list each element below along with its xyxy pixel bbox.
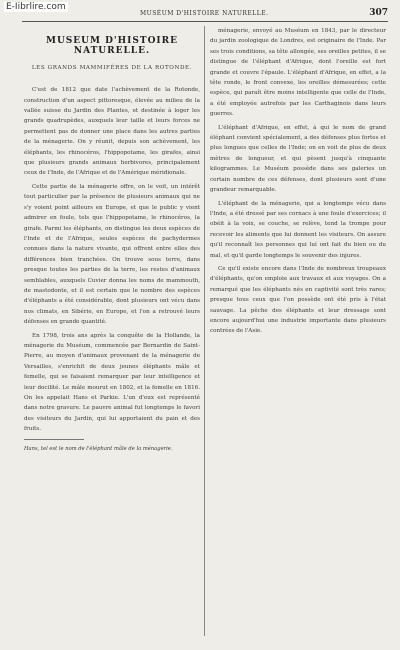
paragraph: ménagerie, envoyé au Muséum en 1843, par le directeur du jardin zoologique de Londres, est originaire de l'Inde. Par ses trois conditions, sa tête allongée, ses oreilles petites, il se distingue de l'éléphant d'Afrique, dont l'oreille est fort grande et couvre l'épaule. L'éléphant d'Afrique, en effet, a la tête ronde, le front convexe, les oreilles démesurées; cette espèce, qui paraît être moins intelligente que celle de l'Inde, a été employée autrefois par les Carthaginois dans leurs guerres. bbox=[210, 28, 386, 118]
footnote-rule bbox=[24, 439, 84, 440]
paragraph: Ce qu'il existe encore dans l'Inde de nombreux troupeaux d'éléphants, qu'on emploie aux travaux et aux voyages. On a remarqué que les éléphants nés en captivité sont très rares; presque tous ceux que l'on possède ont été pris à l'état sauvage. La pêche des éléphants et leur dressage sont encore aujourd'hui une industrie importante dans plusieurs contrées de l'Asie. bbox=[210, 265, 386, 335]
column-divider bbox=[204, 26, 205, 636]
watermark: E-Iibrlire.com bbox=[6, 2, 66, 12]
paragraph: C'est de 1812 que date l'achèvement de la Rotonde, construction d'un aspect pittoresque, élevée au milieu de la vallée suisse du Jardin des Plantes, et destinée à loger les grands quadrupèdes, auxquels leur taille et leurs forces ne permettent pas de donner une place dans les autres parties de la ménagerie. On y réunit, depuis son achèvement, les éléphants, les rhinocéros, l'hippopotame, les girafes, ainsi que plusieurs grands animaux herbivores, principalement ceux de l'Inde, de l'Afrique et de l'Amérique méridionale. bbox=[24, 87, 200, 177]
left-column bbox=[24, 26, 200, 459]
right-column bbox=[210, 26, 386, 340]
article-title: LES GRANDS MAMMIFÈRES DE LA ROTONDE. bbox=[31, 64, 193, 71]
paragraph: L'éléphant de la ménagerie, qui a longtemps vécu dans l'Inde, a été dressé par ses cornacs à une foule d'exercices; il obéit à la voix, se couche, se relève, tend la trompe pour recevoir les aliments que lui donnent les visiteurs. On assure qu'il reconnaît les personnes qui lui ont fait du bien ou du mal, et qu'il garde longtemps le souvenir des injures. bbox=[210, 200, 386, 259]
header-rule bbox=[22, 21, 388, 22]
section-title: MUSEUM D'HISTOIRE NATURELLE. bbox=[46, 36, 178, 57]
paragraph: L'éléphant d'Afrique, en effet, à qui le nom de grand éléphant convient spécialement, a des défenses plus fortes et plus longues que celles de l'Inde; on en voit de plus de deux mètres de longueur, et qui pèsent jusqu'à cinquante kilogrammes. Le Muséum possède dans ses galeries un certain nombre de ces défenses, dont plusieurs sont d'une grandeur remarquable. bbox=[210, 124, 386, 194]
paragraph: En 1798, trois ans après la conquête de la Hollande, la ménagerie du Muséum, commencée par Bernardin de Saint-Pierre, au moyen d'animaux provenant de la ménagerie de Versailles, s'enrichit de deux jeunes éléphants mâle et femelle, qui se faisaient remarquer par leur intelligence et leur docilité. Le mâle mourut en 1802, et la femelle en 1816. On les appelait Hans et Parkie. L'un d'eux est représenté dans notre gravure. Le pauvre animal fut longtemps le favori des visiteurs du Jardin, qui lui apportaient du pain et des fruits. bbox=[24, 332, 200, 433]
footnote: Hans, tel est le nom de l'éléphant mâle de la ménagerie. bbox=[24, 445, 173, 452]
paragraph: Cette partie de la ménagerie offre, on le voit, un intérêt tout particulier par la présence de plusieurs animaux qui ne s'y voient point ailleurs en Europe, et que le public y vient admirer en foule, tels que l'hippopotame, le rhinocéros, la girafe. Parmi les éléphants, on distingue les deux espèces de l'Inde et de l'Afrique, seules espèces de pachydermes connues dans la nature vivante, qui offrent entre elles des différences bien tranchées. On trouve sous terre, dans presque toutes les parties de la terre, les restes d'animaux semblables, auxquels Cuvier donna les noms de mammouth, de mastodonte, et il est certain que le nombre des espèces d'éléphants a été considérable, dont plusieurs ont vécu dans nos climats, en Sibérie, en Europe, et l'on a retrouvé leurs défenses en grande quantité. bbox=[24, 183, 200, 326]
page-number: 307 bbox=[369, 8, 388, 18]
running-head: MUSÉUM D'HISTOIRE NATURELLE. bbox=[140, 10, 269, 17]
